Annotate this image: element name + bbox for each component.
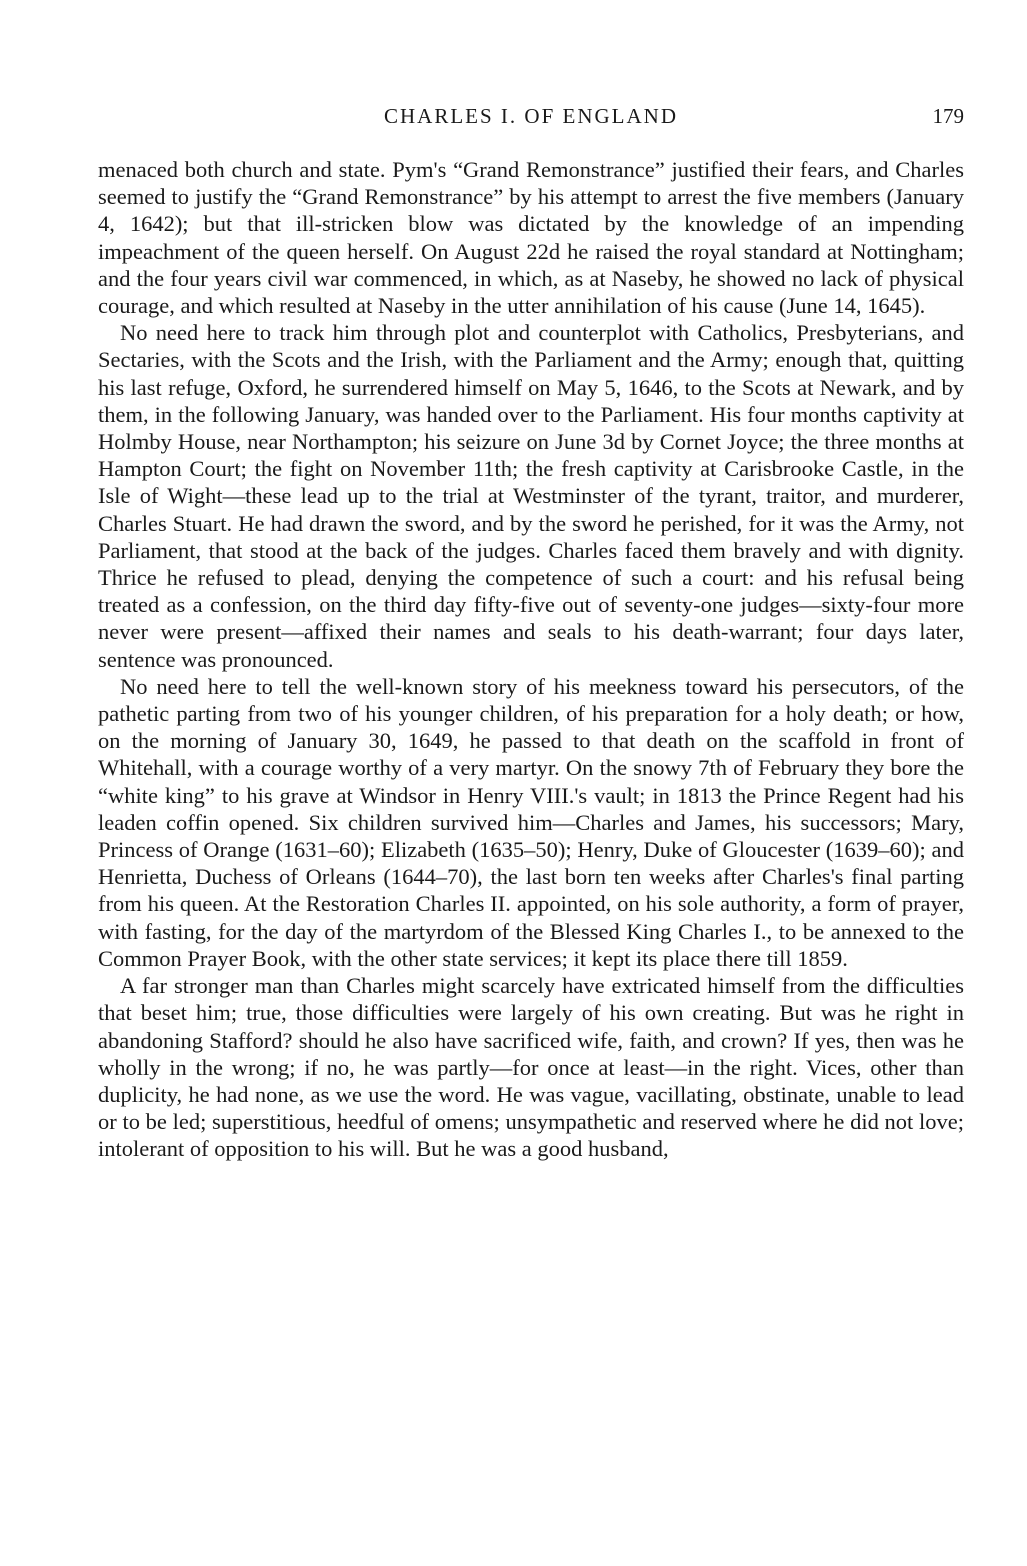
running-head xyxy=(98,100,964,140)
running-title: CHARLES I. OF ENGLAND xyxy=(384,104,678,128)
paragraph-2: No need here to track him through plot and counterplot with Catholics, Presbyterians, and Sectaries, with the Scots and the Irish, with the Parliament and the Army; enough that, quitting his last refuge, Oxford, he surrendered himself on May 5, 1646, to the Scots at Newark, and by them, in the following January, was handed over to the Parliament. His four months captivity at Holmby House, near Northampton; his seizure on June 3d by Cornet Joyce; the three months at Hampton Court; the fight on November 11th; the fresh captivity at Carisbrooke Castle, in the Isle of Wight—these lead up to the trial at Westminster of the tyrant, traitor, and murderer, Charles Stuart. He had drawn the sword, and by the sword he perished, for it was the Army, not Parliament, that stood at the back of the judges. Charles faced them bravely and with dignity. Thrice he refused to plead, denying the competence of such a court: and his refusal being treated as a confession, on the third day fifty-five out of seventy-one judges—sixty-four more never were present—affixed their names and seals to his death-warrant; four days later, sentence was pronounced. xyxy=(98,320,964,672)
page-number: 179 xyxy=(932,104,964,128)
book-page xyxy=(98,100,964,1163)
paragraph-1: menaced both church and state. Pym's “Grand Remonstrance” justified their fears, and Charles seemed to justify the “Grand Remonstrance” by his attempt to arrest the five members (January 4, 1642); but that ill-stricken blow was dictated by the knowledge of an impending impeachment of the queen herself. On August 22d he raised the royal standard at Nottingham; and the four years civil war commenced, in which, as at Naseby, he showed no lack of physical courage, and which resulted at Naseby in the utter annihilation of his cause (June 14, 1645). xyxy=(98,157,964,319)
paragraph-3: No need here to tell the well-known story of his meekness toward his persecutors, of the pathetic parting from two of his younger children, of his preparation for a holy death; or how, on the morning of January 30, 1649, he passed to that death on the scaffold in front of Whitehall, with a courage worthy of a very martyr. On the snowy 7th of February they bore the “white king” to his grave at Windsor in Henry VIII.'s vault; in 1813 the Prince Regent had his leaden coffin opened. Six children survived him—Charles and James, his successors; Mary, Princess of Orange (1631–60); Elizabeth (1635–50); Henry, Duke of Gloucester (1639–60); and Henrietta, Duchess of Orleans (1644–70), the last born ten weeks after Charles's final parting from his queen. At the Restoration Charles II. appointed, on his sole authority, a form of prayer, with fasting, for the day of the martyrdom of the Blessed King Charles I., to be annexed to the Common Prayer Book, with the other state services; it kept its place there till 1859. xyxy=(98,673,964,971)
body-text xyxy=(98,156,964,1163)
paragraph-4: A far stronger man than Charles might scarcely have extricated himself from the difficulties that beset him; true, those difficulties were largely of his own creating. But was he right in abandoning Stafford? should he also have sacrificed wife, faith, and crown? If yes, then was he wholly in the wrong; if no, he was partly—for once at least—in the right. Vices, other than duplicity, he had none, as we use the word. He was vague, vacillating, obstinate, unable to lead or to be led; superstitious, heedful of omens; unsympathetic and reserved where he did not love; intolerant of opposition to his will. But he was a good husband, xyxy=(98,973,964,1162)
